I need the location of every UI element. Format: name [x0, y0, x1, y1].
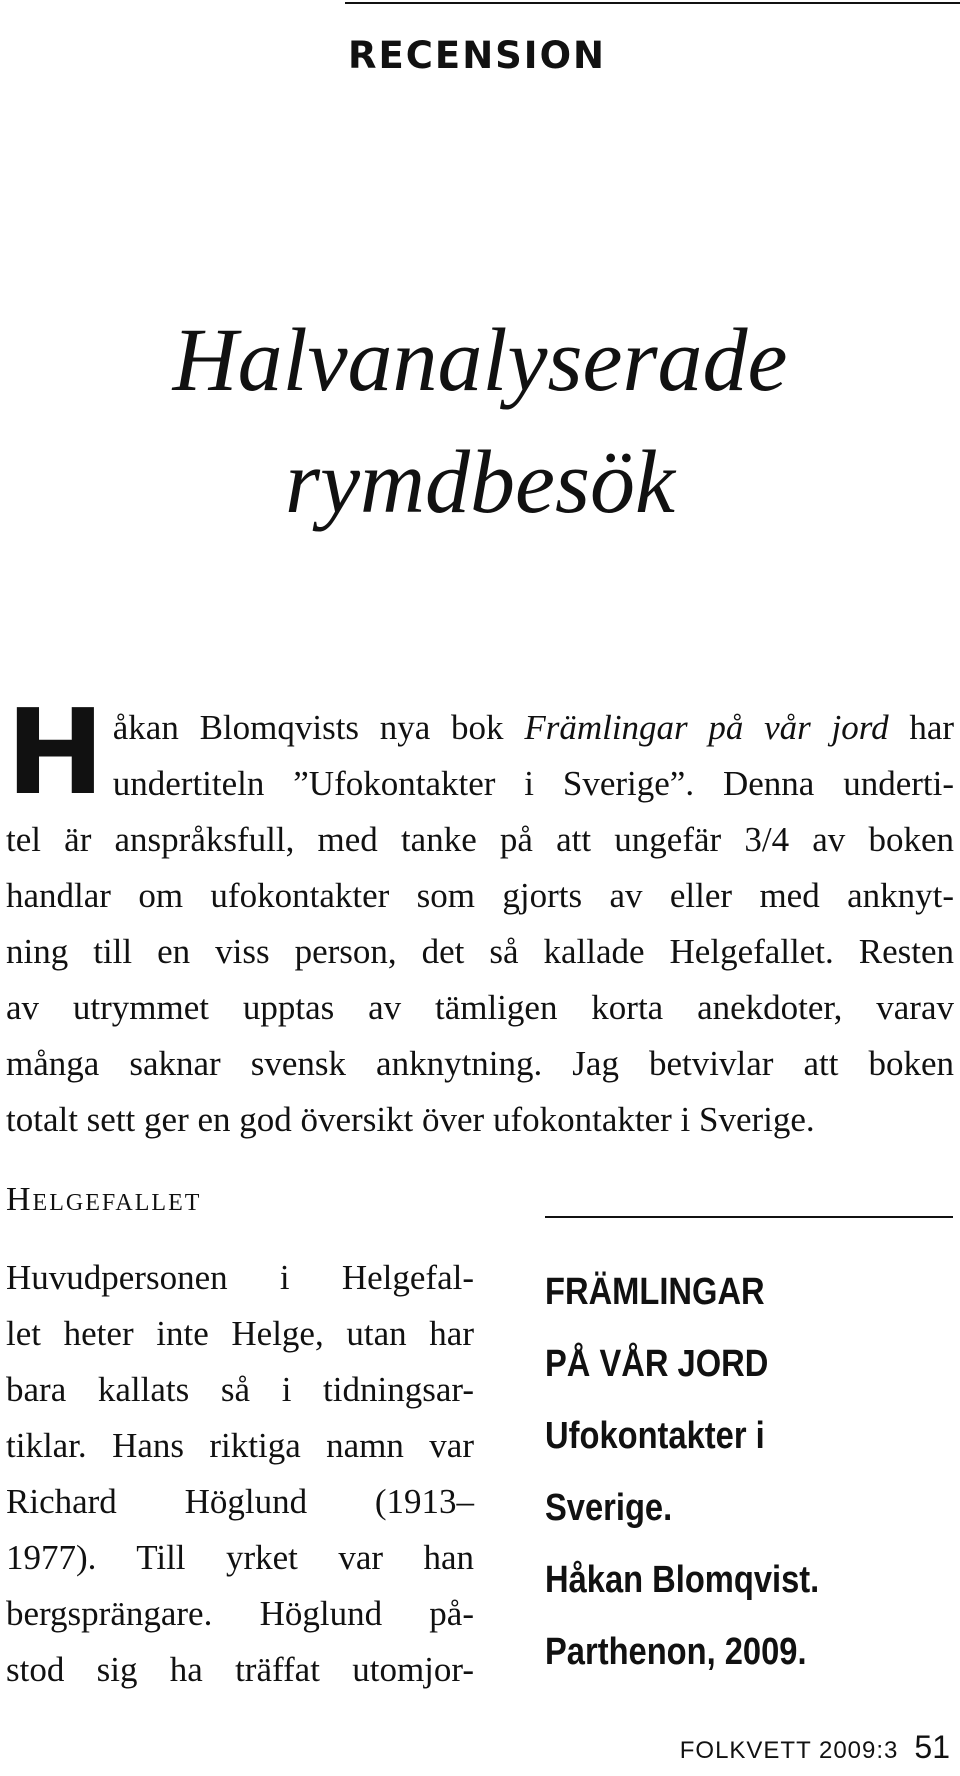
top-rule — [345, 2, 960, 4]
intro-line: undertiteln ”Ufokontakter i Sverige”. Denna underti- — [112, 764, 954, 803]
body-line: bergsprängare. Höglund på- — [6, 1594, 474, 1633]
intro-line: av utrymmet upptas av tämligen korta anekdoter, varav — [6, 988, 954, 1027]
intro-line: totalt sett ger en god översikt över ufokontakter i Sverige. — [6, 1100, 815, 1139]
body-line: stod sig ha träffat utomjor- — [6, 1650, 474, 1689]
article-title — [0, 300, 960, 544]
body-column — [6, 1250, 474, 1698]
book-title-line-2: PÅ VÅR JORD — [545, 1343, 769, 1385]
body-line: Huvudpersonen i Helgefal- — [6, 1258, 474, 1297]
book-author: Håkan Blomqvist. — [545, 1559, 820, 1601]
body-line: tiklar. Hans riktiga namn var — [6, 1426, 474, 1465]
section-label: RECENSION — [348, 34, 606, 77]
subheading: Helgefallet — [6, 1181, 202, 1218]
page-footer — [680, 1725, 950, 1776]
drop-cap: H — [6, 683, 105, 821]
intro-line: handlar om ufokontakter som gjorts av eller med anknyt- — [6, 876, 954, 915]
magazine-issue: FOLKVETT 2009:3 — [679, 1737, 899, 1764]
book-subtitle-line-1: Ufokontakter i — [545, 1415, 765, 1457]
intro-line: tel är anspråksfull, med tanke på att ungefär 3/4 av boken — [6, 820, 954, 859]
intro-line: åkan Blomqvists nya bok Främlingar på vår jord har — [112, 708, 955, 747]
book-info-box — [545, 1256, 953, 1688]
intro-line: många saknar svensk anknytning. Jag betvivlar att boken — [6, 1044, 954, 1083]
intro-paragraph — [6, 683, 955, 1148]
body-line: Richard Höglund (1913– — [6, 1482, 474, 1521]
body-line: bara kallats så i tidningsar- — [6, 1370, 474, 1409]
title-line-1: Halvanalyserade — [172, 311, 788, 410]
book-subtitle-line-2: Sverige. — [545, 1487, 673, 1529]
body-line: let heter inte Helge, utan har — [6, 1314, 474, 1353]
book-title: Främlingar på vår jord — [524, 708, 889, 747]
intro-line: ning till en viss person, det så kallade Helgefallet. Resten — [6, 932, 954, 971]
book-publisher: Parthenon, 2009. — [545, 1631, 807, 1673]
body-line: 1977). Till yrket var han — [6, 1538, 474, 1577]
title-line-2: rymdbesök — [285, 433, 675, 532]
page-number: 51 — [914, 1729, 950, 1765]
sidebar-rule — [545, 1216, 953, 1218]
book-title-line-1: FRÄMLINGAR — [545, 1271, 765, 1313]
